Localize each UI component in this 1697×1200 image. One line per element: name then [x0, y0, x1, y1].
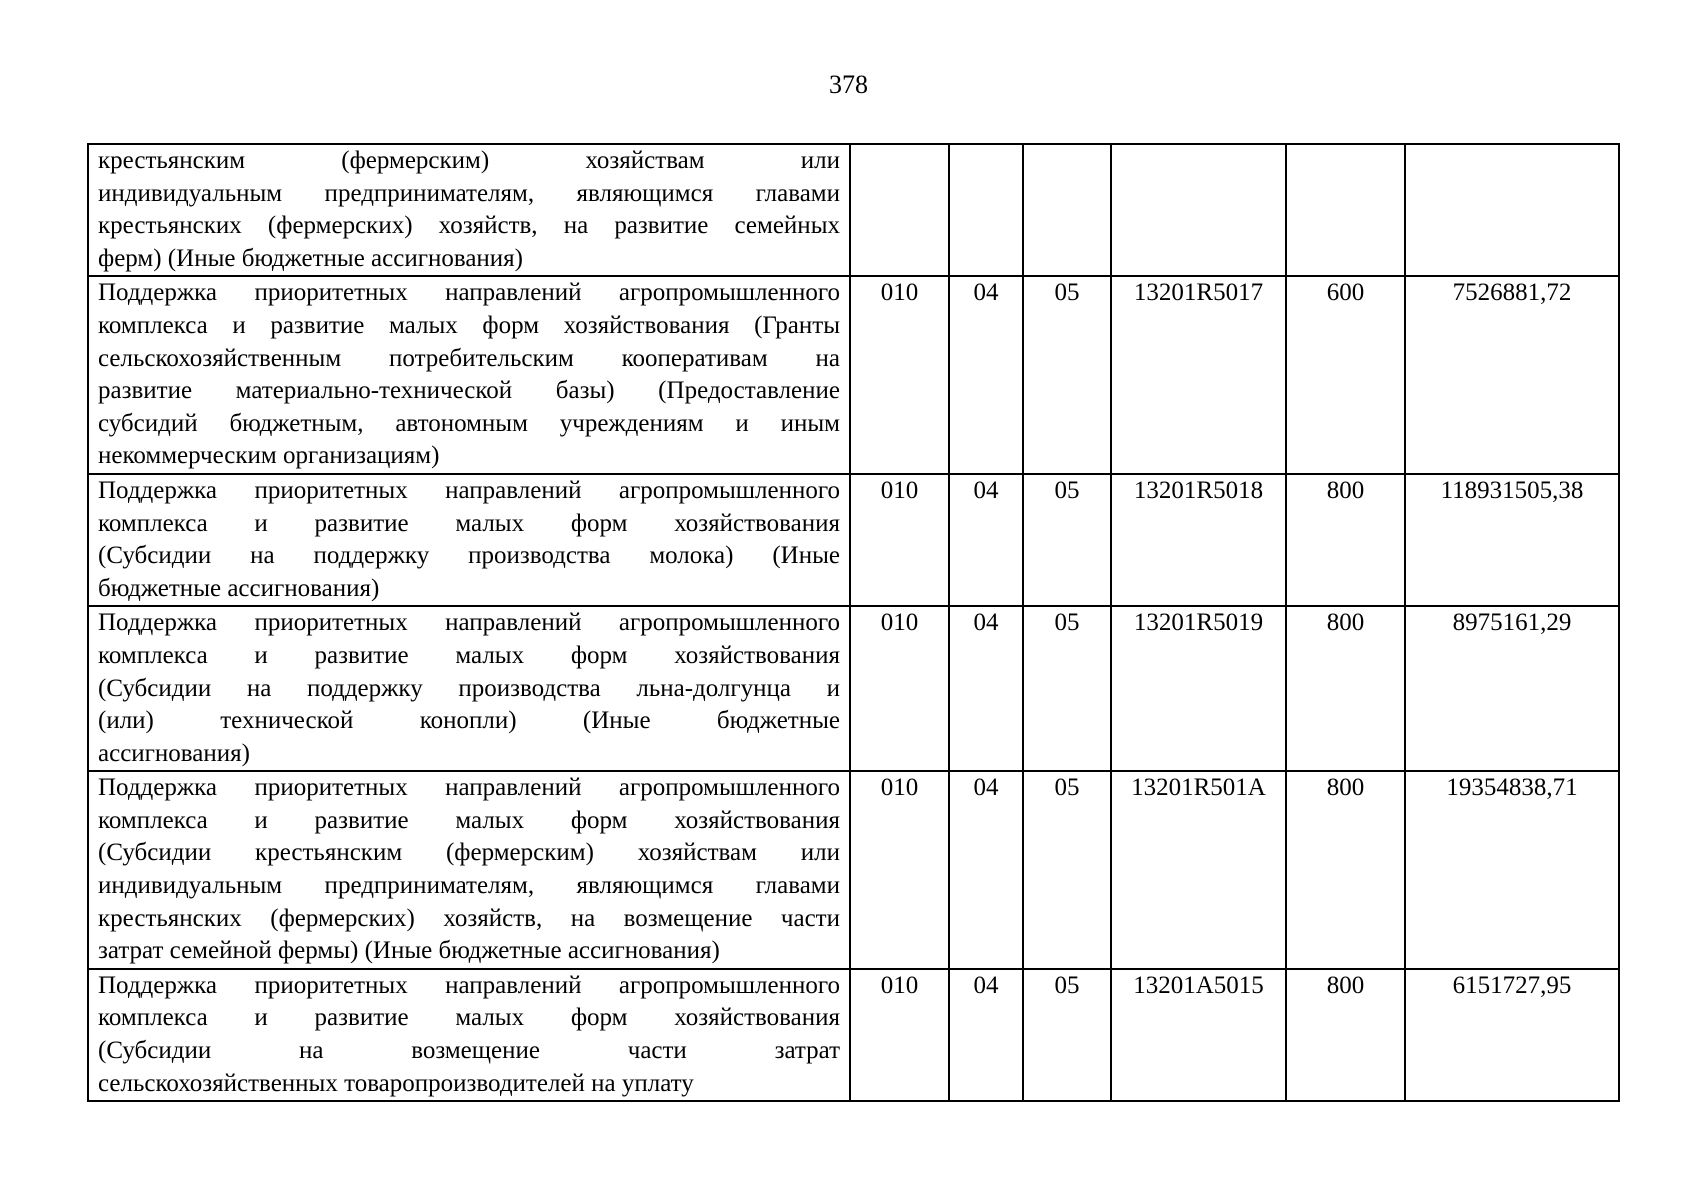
- description-line: крестьянским (фермерским) хозяйствам или: [98, 147, 840, 174]
- expense-type-cell: 800: [1286, 606, 1405, 771]
- section-code-cell: 04: [949, 276, 1023, 474]
- section-code-cell: 04: [949, 606, 1023, 771]
- target-article-cell: 13201R501A: [1111, 771, 1286, 969]
- amount-cell: [1405, 144, 1619, 276]
- subsection-code-cell: [1023, 144, 1111, 276]
- section-code-cell: [949, 144, 1023, 276]
- description-line: (Субсидии крестьянским (фермерским) хозяйствам или: [98, 839, 840, 867]
- ministry-code-cell: [850, 144, 949, 276]
- description-line: комплекса и развитие малых форм хозяйствования (Гранты: [98, 311, 840, 339]
- description-line: ферм) (Иные бюджетные ассигнования): [98, 244, 523, 272]
- description-line: сельскохозяйственным потребительским кооперативам на: [98, 344, 840, 372]
- description-line: сельскохозяйственных товаропроизводителей на уплату: [98, 1069, 694, 1097]
- ministry-code-cell: 010: [850, 771, 949, 969]
- expense-type-cell: [1286, 144, 1405, 276]
- description-line: (Субсидии на возмещение части затрат: [98, 1037, 840, 1065]
- ministry-code-cell: 010: [850, 969, 949, 1101]
- row-description: [88, 771, 850, 969]
- amount-cell: 7526881,72: [1405, 276, 1619, 474]
- subsection-code-cell: 05: [1023, 771, 1111, 969]
- subsection-code-cell: 05: [1023, 474, 1111, 606]
- description-line: комплекса и развитие малых форм хозяйствования: [98, 806, 840, 834]
- amount-cell: 8975161,29: [1405, 606, 1619, 771]
- target-article-cell: [1111, 144, 1286, 276]
- row-description: [88, 144, 850, 276]
- description-line: Поддержка приоритетных направлений агропромышленного: [98, 774, 840, 802]
- ministry-code-cell: 010: [850, 276, 949, 474]
- amount-cell: 6151727,95: [1405, 969, 1619, 1101]
- amount-cell: 118931505,38: [1405, 474, 1619, 606]
- description-line: ассигнования): [98, 739, 250, 767]
- table-row: [88, 969, 1619, 1101]
- target-article-cell: 13201R5019: [1111, 606, 1286, 771]
- table-row: [88, 276, 1619, 474]
- section-code-cell: 04: [949, 771, 1023, 969]
- table-row: [88, 144, 1619, 276]
- budget-table: [87, 143, 1620, 1102]
- description-line: (или) технической конопли) (Иные бюджетные: [98, 707, 840, 735]
- description-line: индивидуальным предпринимателям, являющимся главами: [98, 179, 840, 207]
- subsection-code-cell: 05: [1023, 969, 1111, 1101]
- description-line: комплекса и развитие малых форм хозяйствования: [98, 509, 840, 537]
- description-line: комплекса и развитие малых форм хозяйствования: [98, 1004, 840, 1032]
- subsection-code-cell: 05: [1023, 276, 1111, 474]
- row-description: [88, 969, 850, 1101]
- description-line: крестьянских (фермерских) хозяйств, на развитие семейных: [98, 212, 840, 240]
- description-line: комплекса и развитие малых форм хозяйствования: [98, 641, 840, 669]
- description-line: (Субсидии на поддержку производства молока) (Иные: [98, 542, 840, 570]
- description-line: Поддержка приоритетных направлений агропромышленного: [98, 279, 840, 307]
- target-article-cell: 13201R5017: [1111, 276, 1286, 474]
- expense-type-cell: 800: [1286, 474, 1405, 606]
- target-article-cell: 13201А5015: [1111, 969, 1286, 1101]
- description-line: затрат семейной фермы) (Иные бюджетные ассигнования): [98, 937, 720, 965]
- table-body: [88, 144, 1619, 1101]
- section-code-cell: 04: [949, 474, 1023, 606]
- row-description: [88, 606, 850, 771]
- description-line: Поддержка приоритетных направлений агропромышленного: [98, 476, 840, 504]
- expense-type-cell: 800: [1286, 771, 1405, 969]
- description-line: некоммерческим организациям): [98, 442, 440, 470]
- description-line: развитие материально-технической базы) (Предоставление: [98, 377, 840, 405]
- table-row: [88, 606, 1619, 771]
- description-line: Поддержка приоритетных направлений агропромышленного: [98, 971, 840, 999]
- description-line: индивидуальным предпринимателям, являющимся главами: [98, 872, 840, 900]
- expense-type-cell: 600: [1286, 276, 1405, 474]
- section-code-cell: 04: [949, 969, 1023, 1101]
- expense-type-cell: 800: [1286, 969, 1405, 1101]
- page-number: 378: [829, 70, 868, 99]
- description-line: (Субсидии на поддержку производства льна-долгунца и: [98, 674, 840, 702]
- description-line: крестьянских (фермерских) хозяйств, на возмещение части: [98, 904, 840, 932]
- subsection-code-cell: 05: [1023, 606, 1111, 771]
- row-description: [88, 474, 850, 606]
- description-line: субсидий бюджетным, автономным учреждениям и иным: [98, 409, 840, 437]
- ministry-code-cell: 010: [850, 606, 949, 771]
- target-article-cell: 13201R5018: [1111, 474, 1286, 606]
- amount-cell: 19354838,71: [1405, 771, 1619, 969]
- description-line: бюджетные ассигнования): [98, 574, 380, 602]
- ministry-code-cell: 010: [850, 474, 949, 606]
- description-line: Поддержка приоритетных направлений агропромышленного: [98, 609, 840, 637]
- row-description: [88, 276, 850, 474]
- table-row: [88, 771, 1619, 969]
- table-row: [88, 474, 1619, 606]
